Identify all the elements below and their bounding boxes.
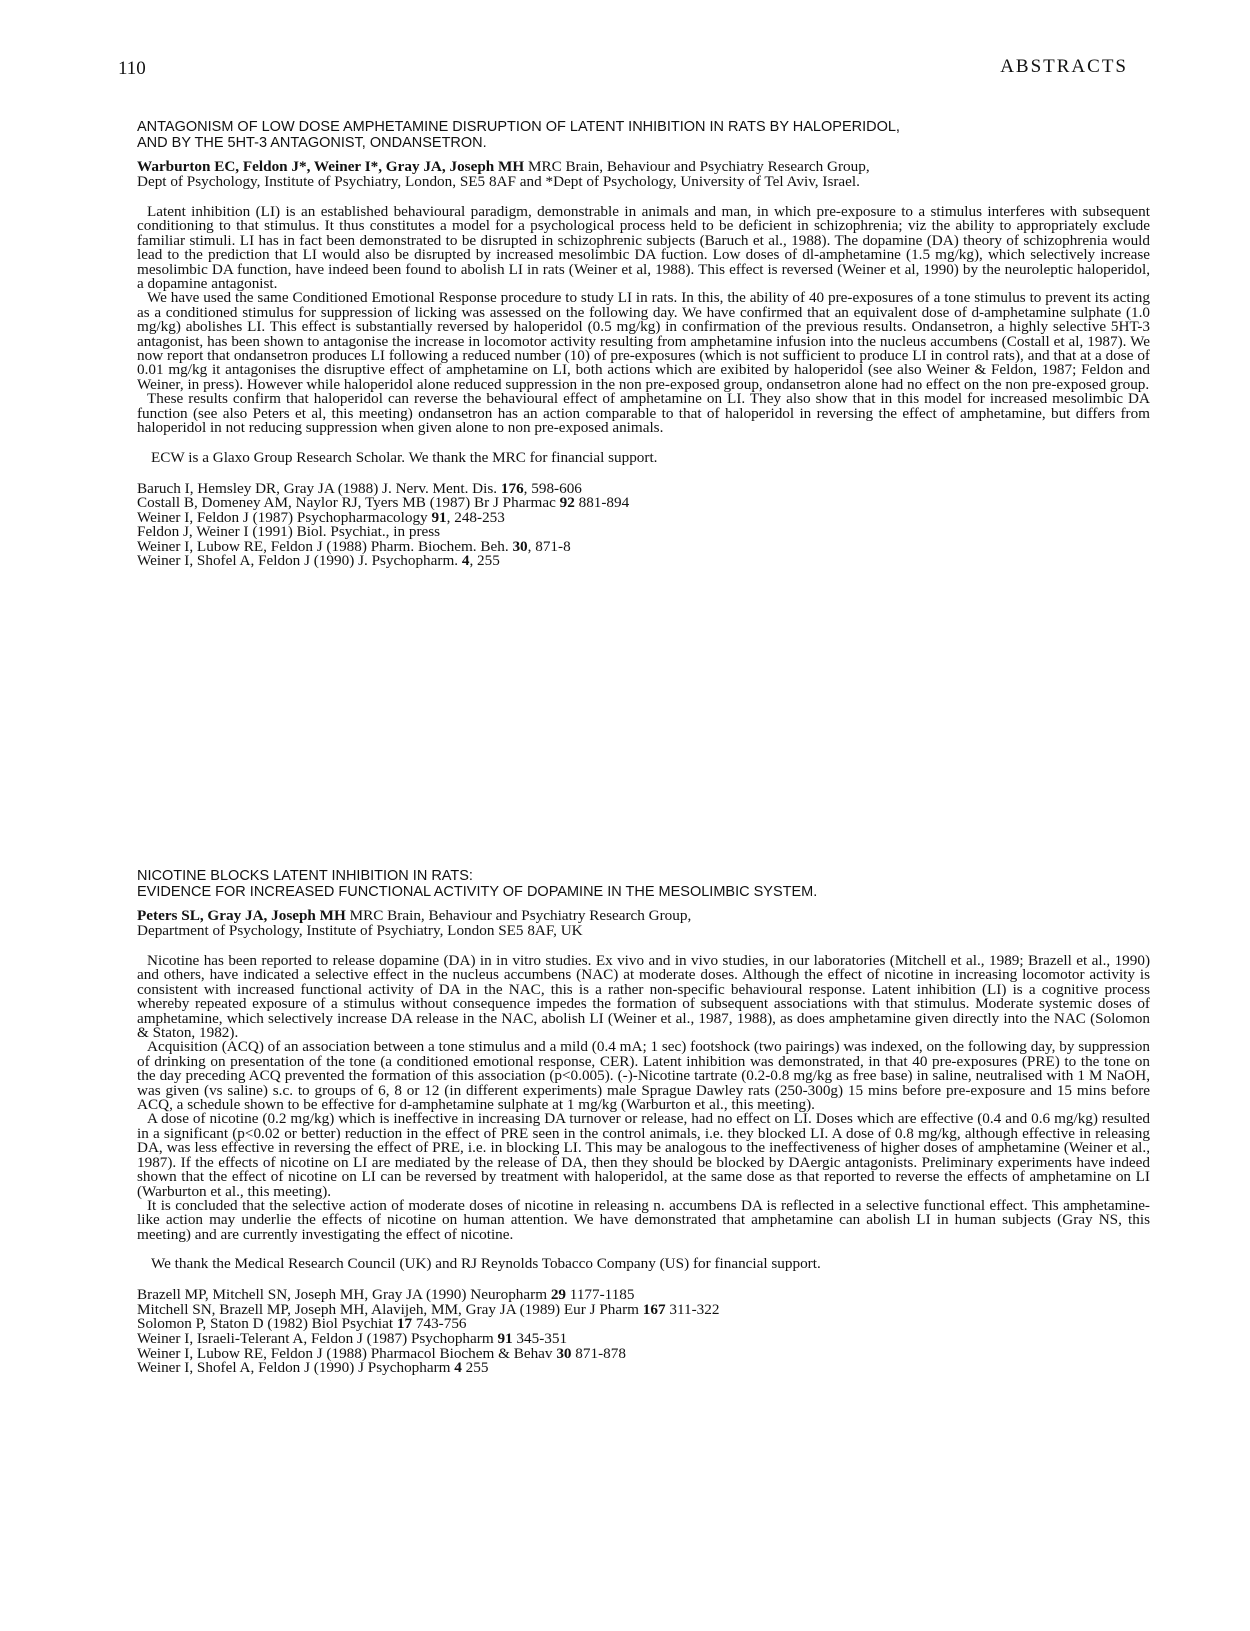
abstract-title (137, 119, 1150, 151)
acknowledgement: ECW is a Glaxo Group Research Scholar. We thank the MRC for financial support. (151, 448, 658, 466)
reference-pages: 881-894 (574, 494, 630, 512)
reference-pages: , 248-253 (446, 508, 505, 526)
reference-volume: 91 (431, 508, 447, 526)
affiliation: MRC Brain, Behaviour and Psychiatry Research Group, (345, 907, 692, 924)
running-head: ABSTRACTS (1000, 56, 1128, 77)
abstract-paragraph: Latent inhibition (LI) is an established behavioural paradigm, demonstrable in animals and man, in which pre-exposure to a stimulus interferes with subsequent conditioning to that stimulus. It thus constitutes a model for a psychological process held to be deficient in schizophrenia; viz the ability to appropriately exclude familiar stimuli. LI has in fact been demonstrated to be disrupted in schizophrenic subjects (Baruch et al., 1988). The dopamine (DA) theory of schizophrenia would lead to the prediction that LI would also be disrupted by increased mesolimbic DA fuction. Low doses of dl-amphetamine (1.5 mg/kg), which selectively increase mesolimbic DA function, have indeed been found to abolish LI in rats (Weiner et al, 1988). This effect is reversed (Weiner et al, 1990) by the neuroleptic haloperidol, a dopamine antagonist. (137, 203, 1150, 293)
affiliation: MRC Brain, Behaviour and Psychiatry Research Group, (524, 158, 870, 175)
reference-text: Brazell MP, Mitchell SN, Joseph MH, Gray JA (1990) Neuropharm (137, 1286, 551, 1304)
reference-text: Feldon J, Weiner I (1991) Biol. Psychiat., in press (137, 523, 441, 541)
reference-volume: 176 (500, 479, 524, 497)
reference-pages: , 598-606 (523, 479, 582, 497)
reference-text: Mitchell SN, Brazell MP, Joseph MH, Alavijeh, MM, Gray JA (1989) Eur J Pharm (137, 1300, 643, 1318)
abstract-authors (137, 159, 1150, 189)
reference-volume: 30 (512, 537, 528, 555)
author-line (137, 908, 1150, 923)
reference-list (137, 479, 1150, 570)
reference-pages: 743-756 (412, 1315, 467, 1333)
reference-text: Weiner I, Shofel A, Feldon J (1990) J. Psychopharm. (137, 552, 462, 570)
abstract-title-line: ANTAGONISM OF LOW DOSE AMPHETAMINE DISRUPTION OF LATENT INHIBITION IN RATS BY HALOPERIDOL, (137, 119, 900, 135)
reference-volume: 92 (559, 494, 575, 512)
reference-text: Baruch I, Hemsley DR, Gray JA (1988) J. Nerv. Ment. Dis. (137, 479, 501, 497)
abstract-block-1 (137, 119, 1150, 569)
reference-volume: 29 (550, 1286, 566, 1304)
reference-volume: 30 (556, 1344, 572, 1362)
reference-list (137, 1288, 1150, 1376)
reference-volume: 167 (642, 1300, 666, 1318)
reference-text: Weiner I, Lubow RE, Feldon J (1988) Pharm. Biochem. Beh. (137, 537, 513, 555)
page-number: 110 (118, 58, 146, 79)
abstract-title-line: AND BY THE 5HT-3 ANTAGONIST, ONDANSETRON. (137, 135, 487, 151)
reference-pages: 1177-1185 (566, 1286, 635, 1304)
abstract-paragraph: We have used the same Conditioned Emotional Response procedure to study LI in rats. In this, the ability of 40 pre-exposures of a tone stimulus to prevent its acting as a conditioned stimulus for suppression of licking was assessed on the following day. We have confirmed that an equivalent dose of d-amphetamine sulphate (1.0 mg/kg) abolishes LI. This effect is substantially reversed by haloperidol (0.5 mg/kg) in confirmation of the previous results. Ondansetron, a highly selective 5HT-3 antagonist, has been shown to antagonise the increase in locomotor activity resulting from amphetamine infusion into the nucleus accumbens (Costall et al, 1987). We now report that ondansetron produces LI following a reduced number (10) of pre-exposures (which is not sufficient to produce LI in control rats), and that at a dose of 0.01 mg/kg it antagonises the disruptive effect of amphetamine on LI, both actions which are exibited by haloperidol (see also Weiner & Feldon, 1987; Feldon and Weiner, in press). However while haloperidol alone reduced suppression in the non pre-exposed group, ondansetron alone had no effect on the non pre-exposed group. (137, 289, 1150, 393)
abstract-body (137, 954, 1150, 1242)
reference-text: Weiner I, Shofel A, Feldon J (1990) J Psychopharm (137, 1359, 455, 1377)
author-names: Peters SL, Gray JA, Joseph MH (137, 907, 346, 924)
abstract-paragraph: A dose of nicotine (0.2 mg/kg) which is ineffective in increasing DA turnover or release, had no effect on LI. Doses which are effective (0.4 and 0.6 mg/kg) resulted in a significant (p<0.02 or better) reduction in the effect of PRE seen in the control animals, i.e. they blocked LI. A dose of 0.8 mg/kg, although effective in releasing DA, was less effective in reversing the effect of PRE, i.e. in blocking LI. This may be analogous to the ineffectiveness of higher doses of amphetamine (Weiner et al., 1987). If the effects of nicotine on LI are mediated by the release of DA, then they should be blocked by DAergic antagonists. Preliminary experiments have indeed shown that the effect of nicotine on LI can be reversed by treatment with haloperidol, at the same dose as that reported to reverse the effects of amphetamine on LI (Warburton et al., this meeting). (137, 1110, 1150, 1200)
reference-volume: 4 (461, 552, 470, 570)
reference-text: Weiner I, Lubow RE, Feldon J (1988) Pharmacol Biochem & Behav (137, 1344, 557, 1362)
abstract-title-line: EVIDENCE FOR INCREASED FUNCTIONAL ACTIVITY OF DOPAMINE IN THE MESOLIMBIC SYSTEM. (137, 884, 818, 900)
abstract-title (137, 868, 1150, 900)
reference-pages: , 871-8 (527, 537, 571, 555)
reference-item (137, 554, 1150, 569)
reference-text: Costall B, Domeney AM, Naylor RJ, Tyers MB (1987) Br J Pharmac (137, 494, 560, 512)
author-line (137, 159, 1150, 174)
author-names: Warburton EC, Feldon J*, Weiner I*, Gray JA, Joseph MH (137, 158, 525, 175)
reference-pages: 871-878 (571, 1344, 626, 1362)
reference-volume: 17 (396, 1315, 413, 1333)
reference-text: Weiner I, Feldon J (1987) Psychopharmacology (137, 508, 432, 526)
abstract-paragraph: These results confirm that haloperidol can reverse the behavioural effect of amphetamine on LI. They also show that in this model for increased mesolimbic DA function (see also Peters et al, this meeting) ondansetron has an action comparable to that of haloperidol in reversing the effect of amphetamine, but differs from haloperidol in not reducing suppression when given alone to non pre-exposed animals. (137, 390, 1150, 437)
affiliation: Dept of Psychology, Institute of Psychiatry, London, SE5 8AF and *Dept of Psychology, University of Tel Aviv, Israel. (137, 173, 860, 190)
abstract-paragraph: It is concluded that the selective action of moderate doses of nicotine in releasing n. accumbens DA is reflected in a selective functional effect. This amphetamine-like action may underlie the effects of nicotine on human attention. We have demonstrated that amphetamine can abolish LI in human subjects (Gray NS, this meeting) and are currently investigating the effect of nicotine. (137, 1196, 1150, 1243)
reference-volume: 91 (497, 1329, 513, 1347)
abstract-body (137, 205, 1150, 436)
abstract-block-2 (137, 868, 1150, 1376)
abstract-title-line: NICOTINE BLOCKS LATENT INHIBITION IN RATS: (137, 868, 473, 884)
abstract-paragraph: Acquisition (ACQ) of an association between a tone stimulus and a mild (0.4 mA; 1 sec) footshock (two pairings) was indexed, on the following day, by suppression of drinking on presentation of the tone (a conditioned emotional response, CER). Latent inhibition was demonstrated, in that 40 pre-exposures (PRE) to the tone on the day preceding ACQ prevented the formation of this association (p<0.005). (-)-Nicotine tartrate (0.2-0.8 mg/kg as free base) in saline, neutralised with 1 M NaOH, was given (vs saline) s.c. to groups of 6, 8 or 12 (in different experiments) male Sprague Dawley rats (250-300g) 15 mins before pre-exposure and 15 mins before ACQ, a schedule shown to be effective for d-amphetamine sulphate at 1 mg/kg (Warburton et al., this meeting). (137, 1038, 1150, 1114)
reference-text: Weiner I, Israeli-Telerant A, Feldon J (1987) Psychopharm (137, 1329, 498, 1347)
reference-item (137, 1361, 1150, 1376)
reference-text: Solomon P, Staton D (1982) Biol Psychiat (137, 1315, 397, 1333)
reference-pages: 345-351 (512, 1329, 568, 1347)
abstract-authors (137, 908, 1150, 938)
affiliation: Department of Psychology, Institute of Psychiatry, London SE5 8AF, UK (137, 922, 583, 939)
reference-pages: 311-322 (665, 1300, 720, 1318)
reference-pages: , 255 (469, 552, 500, 570)
abstract-paragraph: Nicotine has been reported to release dopamine (DA) in in vitro studies. Ex vivo and in vivo studies, in our laboratories (Mitchell et al., 1989; Brazell et al., 1990) and others, have indicated a selective effect in the nucleus accumbens (NAC) at moderate doses. Although the effect of nicotine in increasing locomotor activity is consistent with increased functional activity of DA in the NAC, this is a rather non-specific behavioural response. Latent inhibition (LI) is a cognitive process whereby repeated exposure of a stimulus without consequence impedes the formation of subsequent associations with that stimulus. Moderate systemic doses of amphetamine, which selectively increase DA release in the NAC, abolish LI (Weiner et al., 1987, 1988), as does amphetamine given directly into the NAC (Solomon & Staton, 1982). (137, 952, 1150, 1042)
reference-pages: 255 (461, 1359, 489, 1377)
acknowledgement: We thank the Medical Research Council (UK) and RJ Reynolds Tobacco Company (US) for financial support. (151, 1255, 821, 1273)
reference-volume: 4 (454, 1359, 462, 1377)
